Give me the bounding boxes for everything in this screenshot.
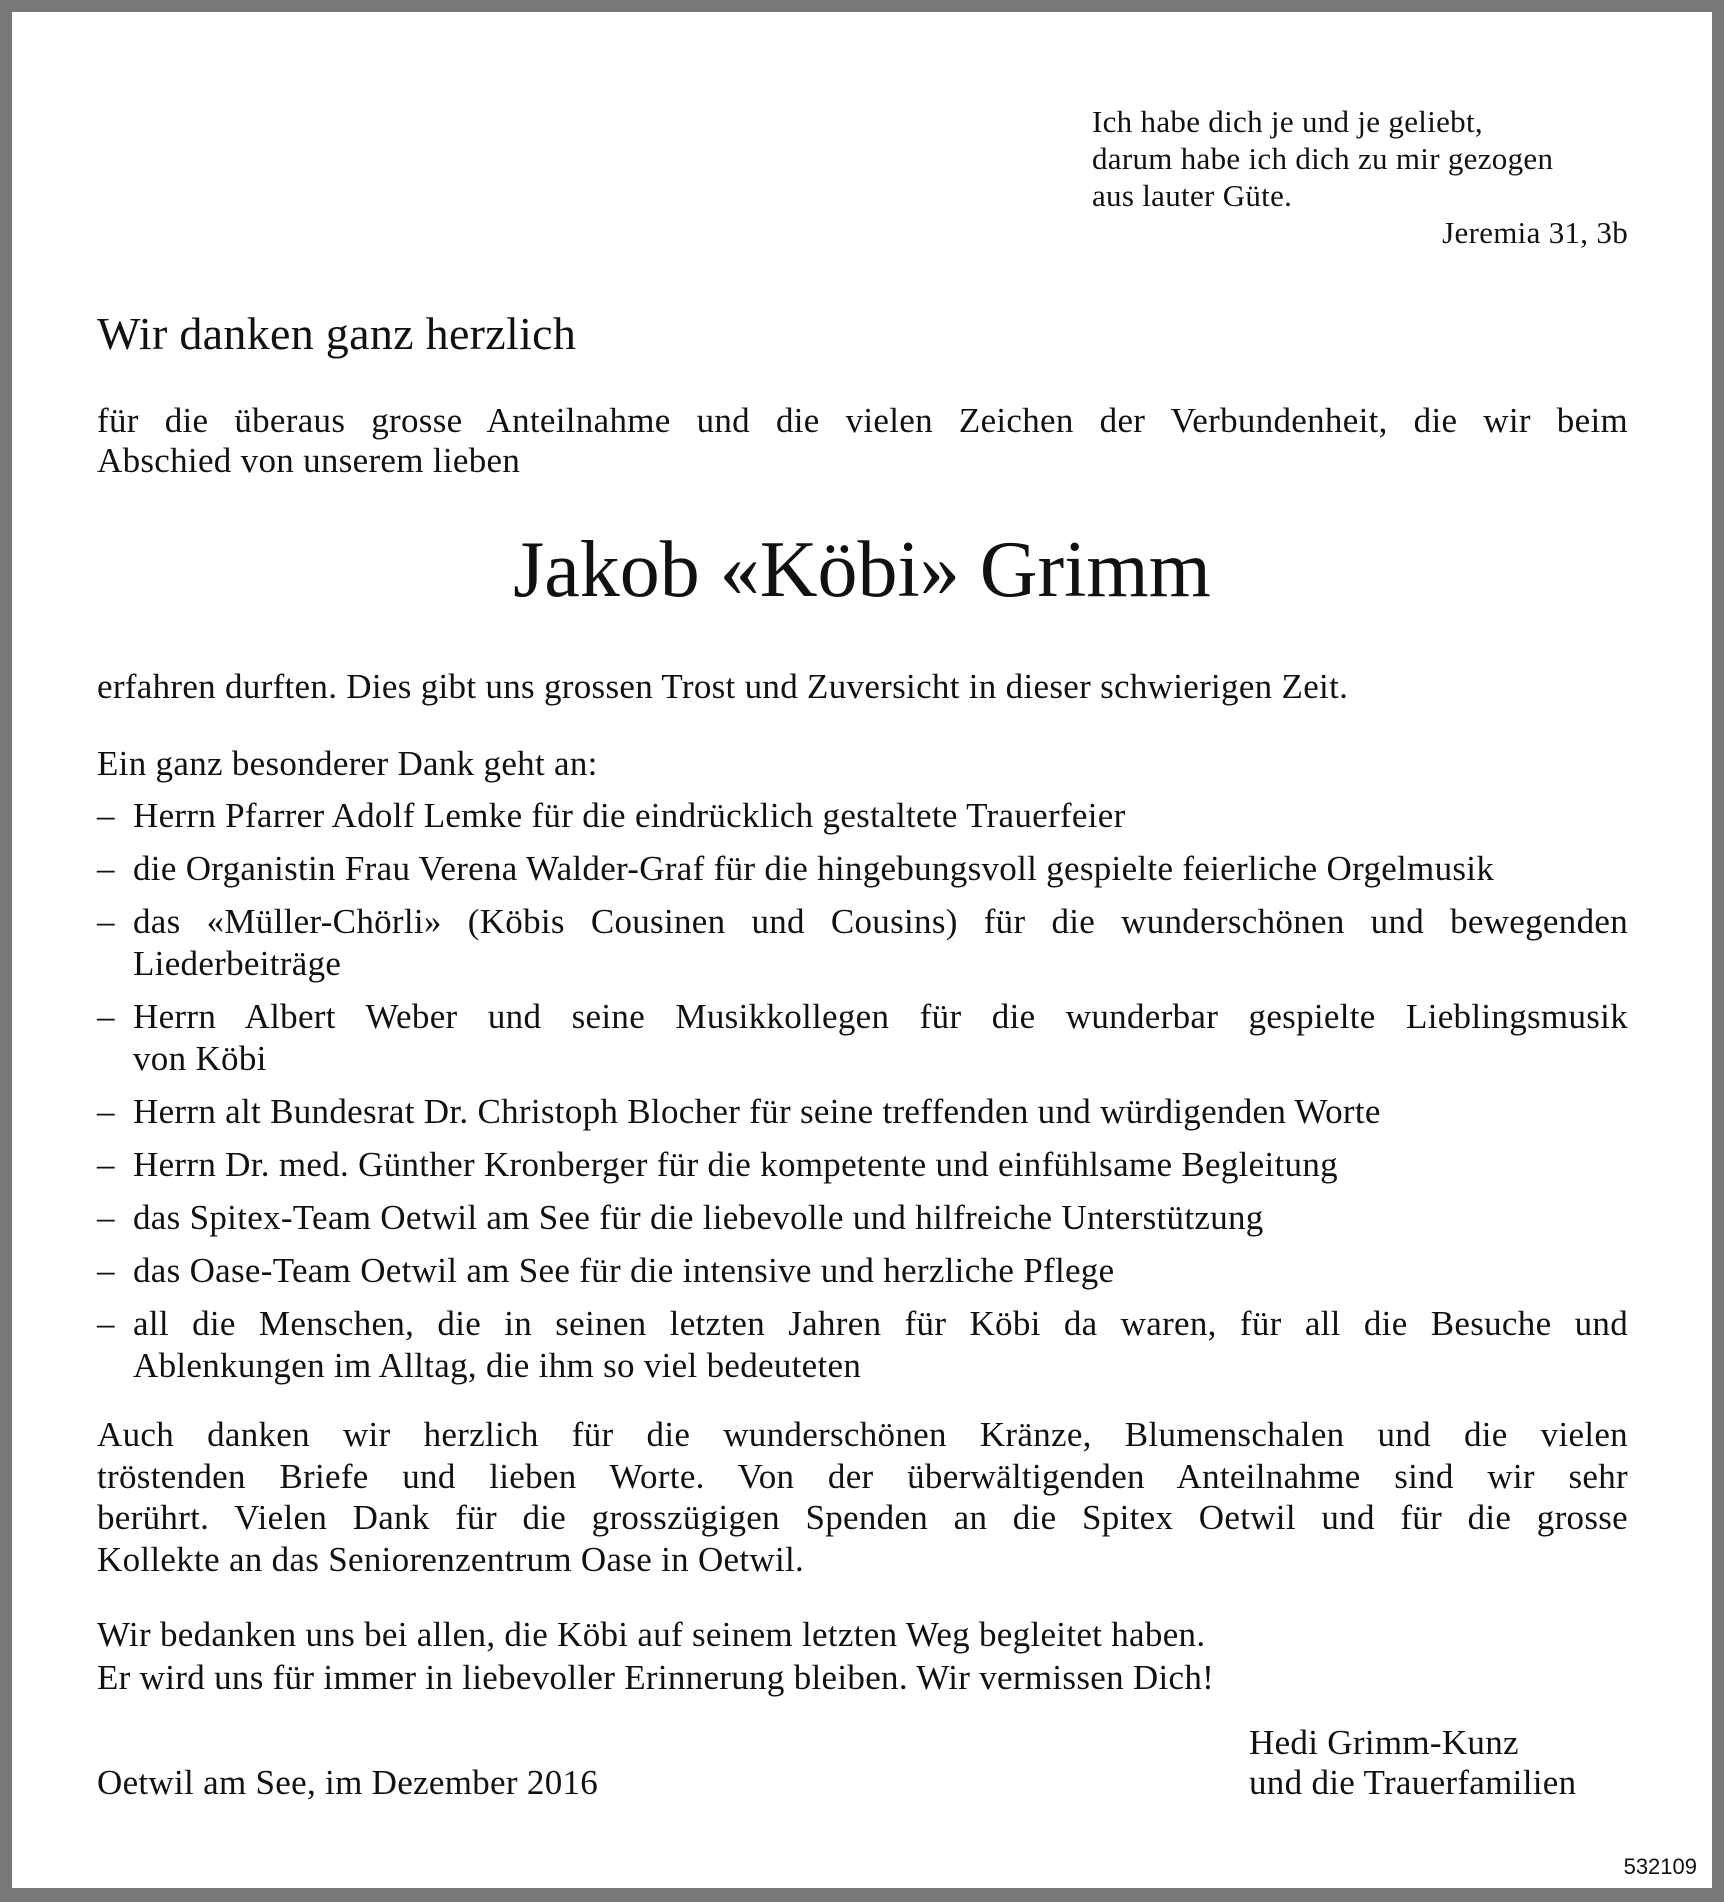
quote-line: aus lauter Güte.	[1092, 178, 1293, 213]
thanks-item-line: all die Menschen, die in seinen letzten Jahren für Köbi da waren, für all die Besuche und	[133, 1304, 1628, 1343]
thanks-list-item	[97, 848, 1628, 890]
thanks-list-item	[97, 1091, 1628, 1133]
quote-line: Ich habe dich je und je geliebt,	[1092, 104, 1483, 139]
heading: Wir danken ganz herzlich	[97, 308, 577, 359]
thanks-item-line: Herrn Dr. med. Günther Kronberger für die kompetente und einfühlsame Begleitung	[133, 1145, 1338, 1184]
thanks-list	[97, 795, 1628, 1398]
thanks-item-line: Ablenkungen im Alltag, die ihm so viel bedeuteten	[133, 1346, 862, 1385]
paragraph-line: Kollekte an das Seniorenzentrum Oase in Oetwil.	[97, 1539, 805, 1579]
signature-line: und die Trauerfamilien	[1249, 1763, 1577, 1802]
thanks-item-line: das Oase-Team Oetwil am See für die intensive und herzliche Pflege	[133, 1251, 1115, 1290]
quote-line: darum habe ich dich zu mir gezogen	[1092, 141, 1554, 176]
quote-reference: Jeremia 31, 3b	[1442, 215, 1628, 250]
ad-number: 532109	[1623, 1854, 1697, 1879]
deceased-name: Jakob «Köbi» Grimm	[513, 526, 1211, 614]
dash-bullet: –	[97, 1198, 115, 1237]
thanks-list-item	[97, 1250, 1628, 1292]
thanks-list-item	[97, 901, 1628, 985]
thanks-list-item	[97, 1197, 1628, 1239]
closing-text	[97, 1613, 1214, 1699]
thanks-paragraph	[97, 1414, 1628, 1580]
thanks-item-line: Herrn alt Bundesrat Dr. Christoph Blocher für seine treffenden und würdigenden Worte	[133, 1092, 1381, 1131]
thanks-heading: Ein ganz besonderer Dank geht an:	[97, 744, 598, 783]
thanks-list-item	[97, 1144, 1628, 1186]
closing-line: Wir bedanken uns bei allen, die Köbi auf seinem letzten Weg begleitet haben.	[97, 1615, 1206, 1654]
dash-bullet: –	[97, 902, 115, 941]
intro-line: für die überaus grosse Anteilnahme und die vielen Zeichen der Verbundenheit, die wir beim	[97, 401, 1628, 440]
thanks-item-line: das Spitex-Team Oetwil am See für die liebevolle und hilfreiche Unterstützung	[133, 1198, 1264, 1237]
paragraph-line: Auch danken wir herzlich für die wunderschönen Kränze, Blumenschalen und die vielen	[97, 1415, 1628, 1454]
thanks-item-line: Liederbeiträge	[133, 944, 342, 983]
bible-quote	[1092, 103, 1628, 251]
place-date: Oetwil am See, im Dezember 2016	[97, 1763, 599, 1802]
dash-bullet: –	[97, 997, 115, 1036]
thanks-list-item	[97, 996, 1628, 1080]
intro-text	[97, 401, 1628, 481]
thanks-item-line: das «Müller-Chörli» (Köbis Cousinen und Cousins) für die wunderschönen und bewegenden	[133, 902, 1628, 941]
closing-line: Er wird uns für immer in liebevoller Erinnerung bleiben. Wir vermissen Dich!	[97, 1658, 1215, 1697]
dash-bullet: –	[97, 1304, 115, 1343]
dash-bullet: –	[97, 849, 115, 888]
thanks-item-line: Herrn Albert Weber und seine Musikkollegen für die wunderbar gespielte Lieblingsmusik	[133, 997, 1628, 1036]
thanks-item-line: die Organistin Frau Verena Walder-Graf für die hingebungsvoll gespielte feierliche Orgelmusik	[133, 849, 1495, 888]
thanks-item-line: Herrn Pfarrer Adolf Lemke für die eindrücklich gestaltete Trauerfeier	[133, 796, 1126, 835]
thanks-list-item	[97, 1303, 1628, 1387]
dash-bullet: –	[97, 1251, 115, 1290]
dash-bullet: –	[97, 1092, 115, 1131]
dash-bullet: –	[97, 796, 115, 835]
paragraph-line: tröstenden Briefe und lieben Worte. Von der überwältigenden Anteilnahme sind wir sehr	[97, 1456, 1628, 1496]
thanks-item-line: von Köbi	[133, 1039, 267, 1078]
after-name-text: erfahren durften. Dies gibt uns grossen Trost und Zuversicht in dieser schwierigen Zeit.	[97, 667, 1349, 706]
signature-line: Hedi Grimm-Kunz	[1249, 1723, 1519, 1762]
paragraph-line: berührt. Vielen Dank für die grosszügigen Spenden an die Spitex Oetwil und für die grosse	[97, 1498, 1628, 1538]
intro-line: Abschied von unserem lieben	[97, 441, 521, 480]
thanks-list-item	[97, 795, 1628, 837]
obituary-notice	[12, 12, 1712, 1888]
signature	[1249, 1723, 1576, 1803]
dash-bullet: –	[97, 1145, 115, 1184]
